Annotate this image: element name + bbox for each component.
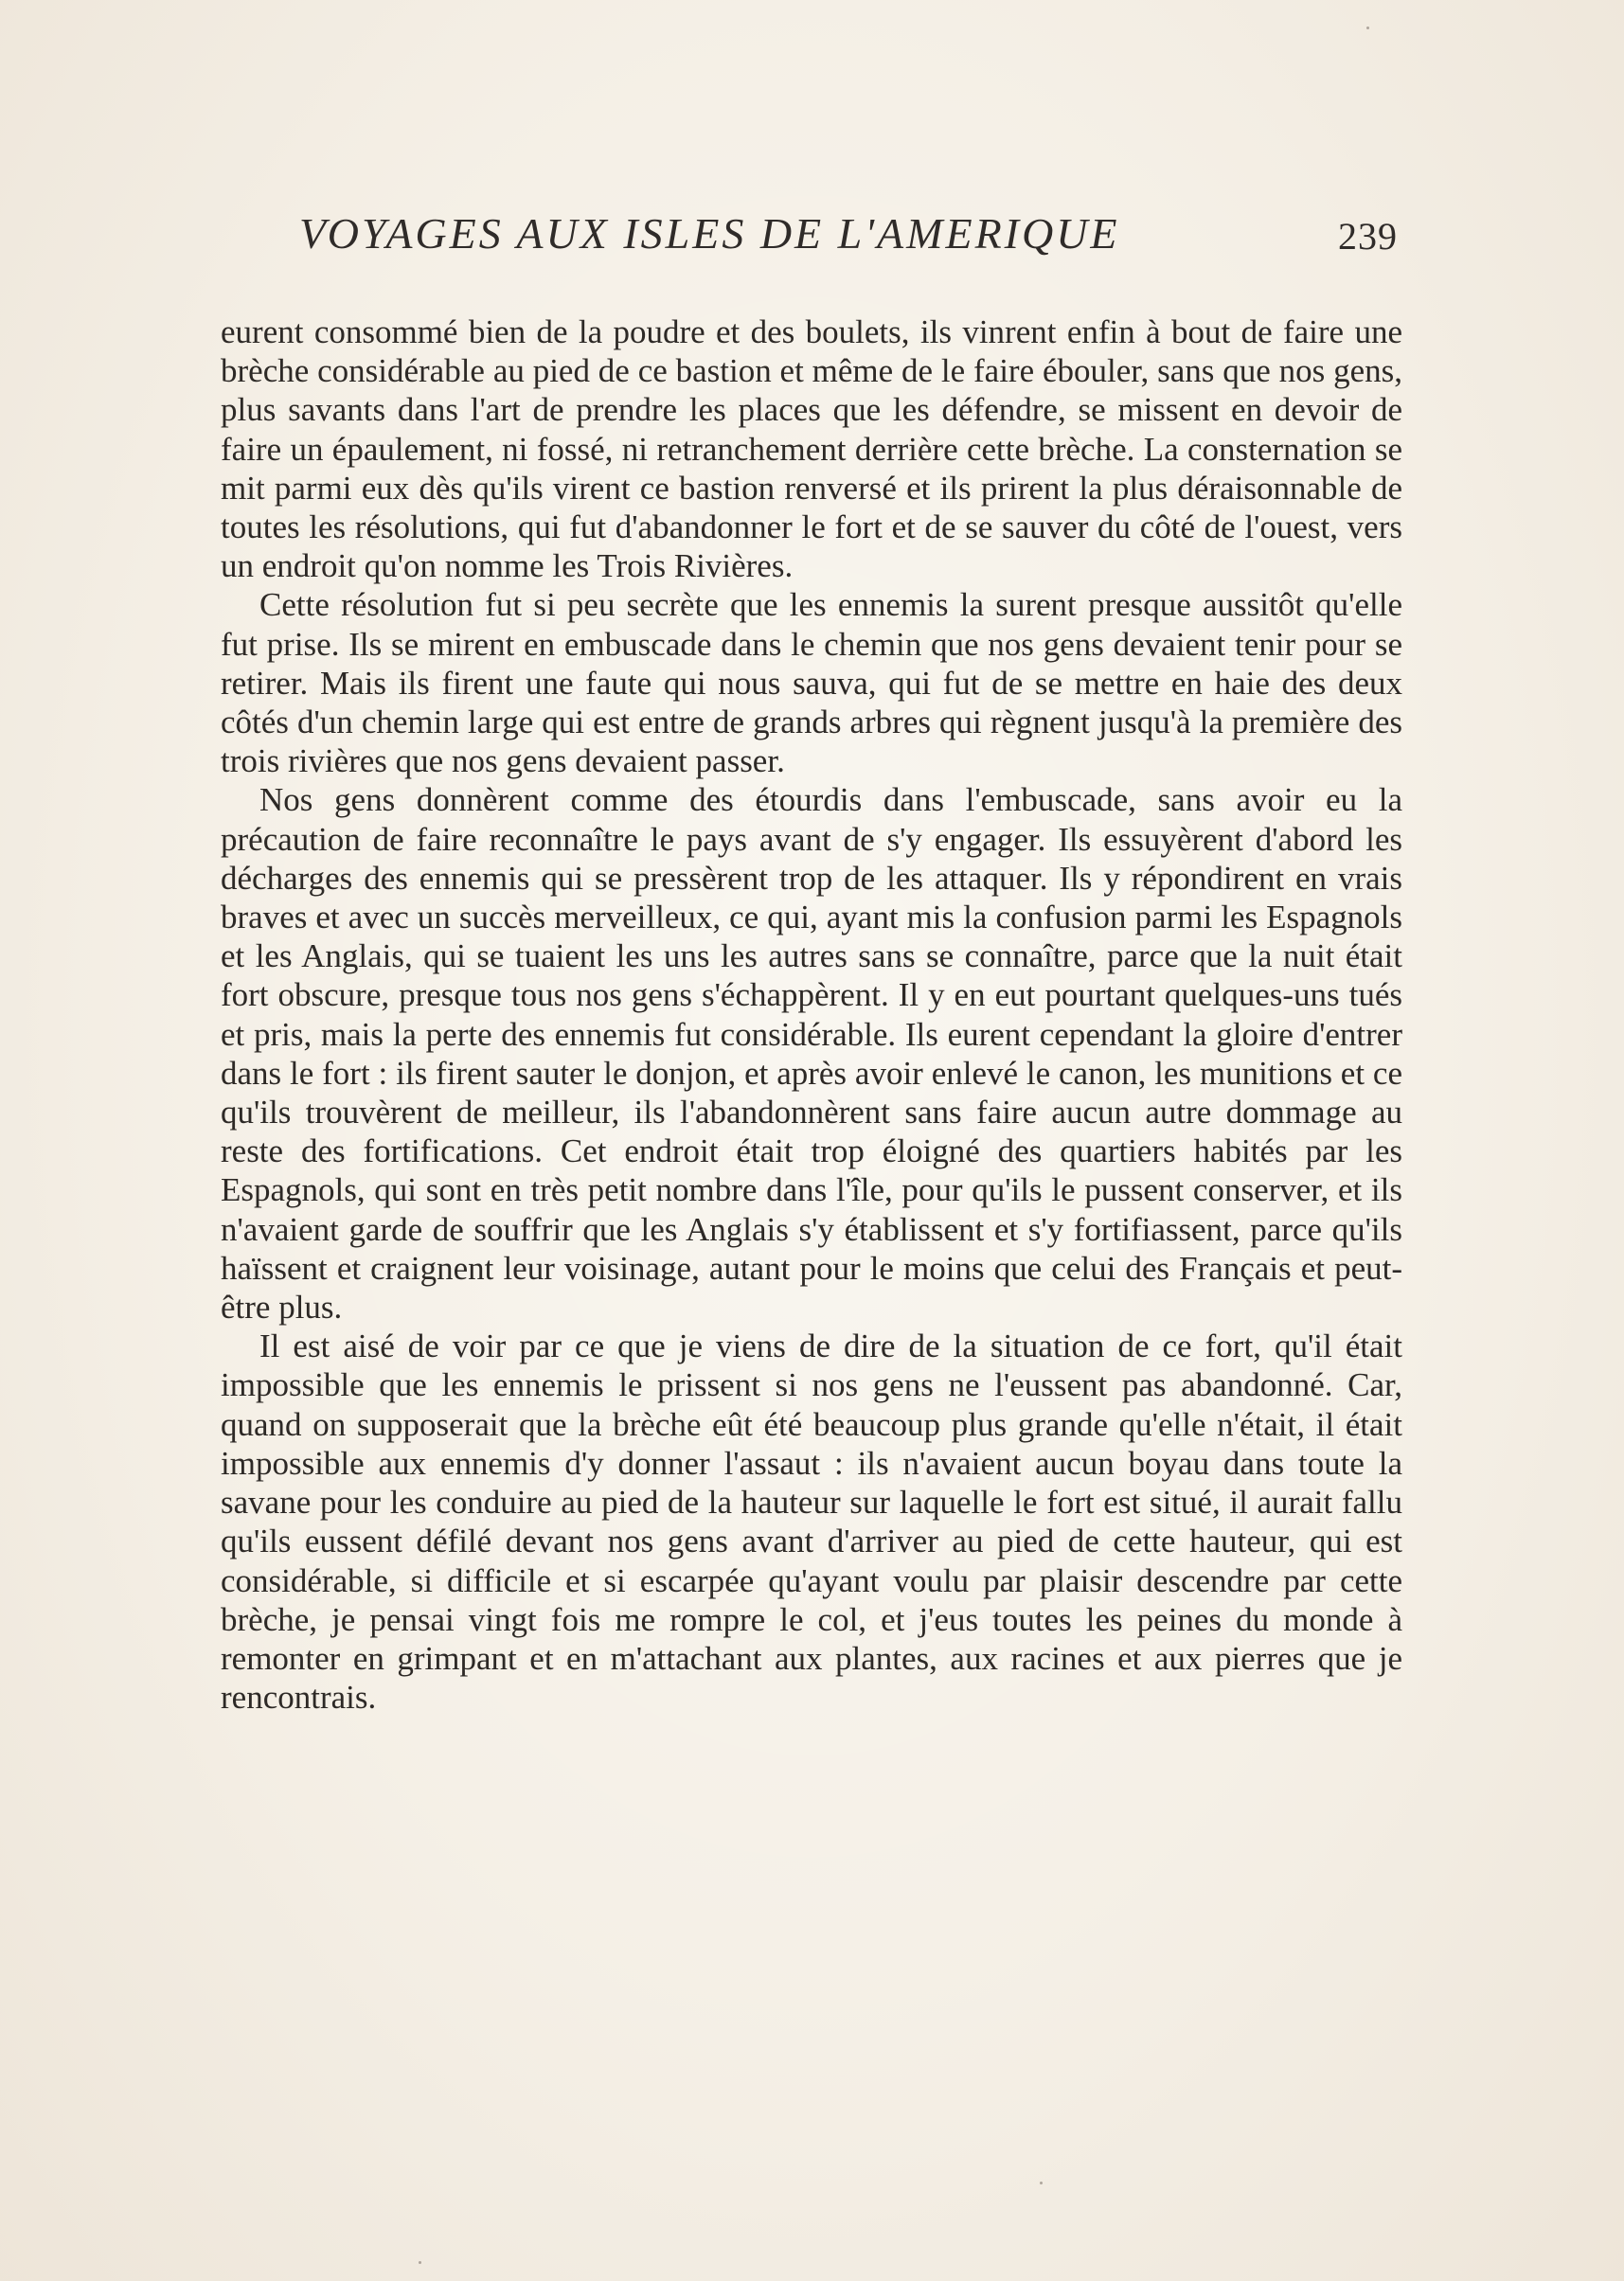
page-number: 239 xyxy=(1338,215,1398,258)
paragraph: Il est aisé de voir par ce que je viens de dire de la situation de ce fort, qu'il était impossible que les ennemis le prissent si nos gens ne l'eussent pas abandonné. Car, quand on supposerait que la brèche eût été beaucoup plus grande qu'elle n'était, il était impossible aux ennemis d'y donner l'assaut : ils n'avaient aucun boyau dans toute la savane pour les conduire au pied de la hauteur sur laquelle le fort est situé, il aurait fallu qu'ils eussent défilé devant nos gens avant d'arriver au pied de cette hauteur, qui est considérable, si difficile et si escarpée qu'ayant voulu par plaisir descendre par cette brèche, je pensai vingt fois me rompre le col, et j'eus toutes les peines du monde à remonter en grimpant et en m'attachant aux plantes, aux racines et aux pierres que je rencontrais. xyxy=(221,1328,1402,1717)
paper-speck xyxy=(1040,2182,1043,2184)
body-text xyxy=(221,312,1402,1717)
paragraph: eurent consommé bien de la poudre et des boulets, ils vinrent enfin à bout de faire une brèche considérable au pied de ce bastion et même de le faire ébouler, sans que nos gens, plus savants dans l'art de prendre les places que les défendre, se missent en devoir de faire un épaulement, ni fossé, ni retranchement derrière cette brèche. La consternation se mit parmi eux dès qu'ils virent ce bastion renversé et ils prirent la plus déraisonnable de toutes les résolutions, qui fut d'abandonner le fort et de se sauver du côté de l'ouest, vers un endroit qu'on nomme les Trois Rivières. xyxy=(221,313,1402,585)
running-head xyxy=(299,208,1398,265)
paper-speck xyxy=(419,2261,421,2264)
paragraph: Cette résolution fut si peu secrète que les ennemis la surent presque aussitôt qu'elle fut prise. Ils se mirent en embuscade dans le chemin que nos gens devaient tenir pour se retirer. Mais ils firent une faute qui nous sauva, qui fut de se mettre en haie des deux côtés d'un chemin large qui est entre de grands arbres qui règnent jusqu'à la première des trois rivières que nos gens devaient passer. xyxy=(221,586,1402,780)
paper-speck xyxy=(1366,27,1369,29)
paragraph: Nos gens donnèrent comme des étourdis dans l'embuscade, sans avoir eu la précaution de faire reconnaître le pays avant de s'y engager. Ils essuyèrent d'abord les décharges des ennemis qui se pressèrent trop de les attaquer. Ils y répondirent en vrais braves et avec un succès merveilleux, ce qui, ayant mis la confusion parmi les Espagnols et les Anglais, qui se tuaient les uns les autres sans se connaître, parce que la nuit était fort obscure, presque tous nos gens s'échappèrent. Il y en eut pourtant quelques-uns tués et pris, mais la perte des ennemis fut considérable. Ils eurent cependant la gloire d'entrer dans le fort : ils firent sauter le donjon, et après avoir enlevé le canon, les munitions et ce qu'ils trouvèrent de meilleur, ils l'abandonnèrent sans faire aucun autre dommage au reste des fortifications. Cet endroit était trop éloigné des quartiers habités par les Espagnols, qui sont en très petit nombre dans l'île, pour qu'ils le pussent conserver, et ils n'avaient garde de souffrir que les Anglais s'y établissent et s'y fortifiassent, parce qu'ils haïssent et craignent leur voisinage, autant pour le moins que celui des Français et peut-être plus. xyxy=(221,781,1402,1327)
running-title: VOYAGES AUX ISLES DE L'AMERIQUE xyxy=(299,209,1120,258)
